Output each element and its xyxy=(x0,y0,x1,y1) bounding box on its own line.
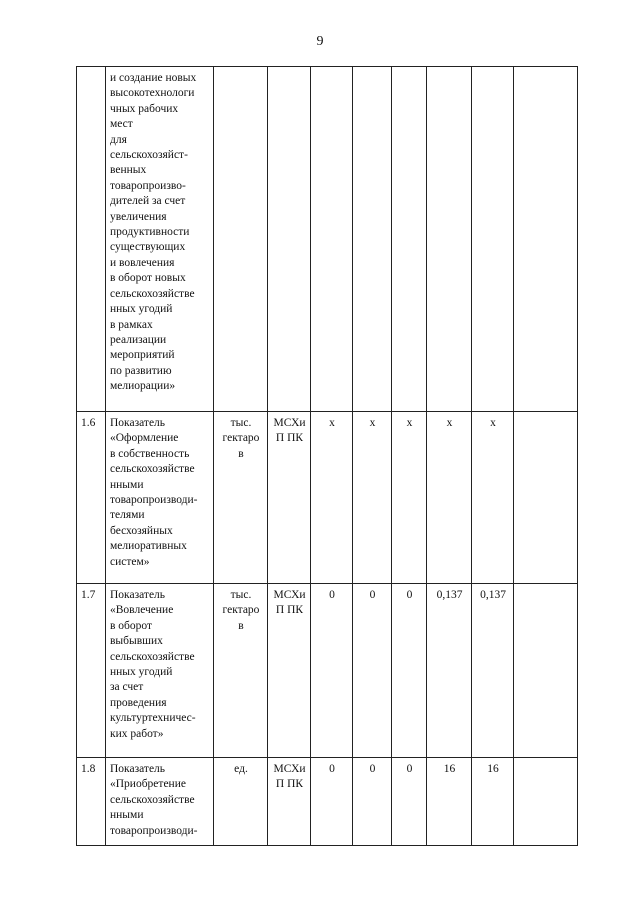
value-cell: 16 xyxy=(427,758,472,846)
row-number: 1.7 xyxy=(77,584,106,758)
value-cell xyxy=(472,67,514,412)
value-cell: x xyxy=(392,412,427,584)
table-row xyxy=(77,412,578,584)
empty-cell xyxy=(514,67,578,412)
unit-cell: ед. xyxy=(214,758,268,846)
value-cell: 0 xyxy=(392,584,427,758)
indicator-name: Показатель «Приобретение сельскохозяйстве нными товаропроизводи- xyxy=(106,758,214,846)
value-cell: 0 xyxy=(392,758,427,846)
row-number xyxy=(77,67,106,412)
unit-cell xyxy=(214,67,268,412)
row-number: 1.8 xyxy=(77,758,106,846)
unit-cell: тыс. гектаро в xyxy=(214,584,268,758)
indicator-name: и создание новых высокотехнологи чных рабочих мест для сельскохозяйст- венных товаропроизво- дителей за счет увеличения продуктивности существующих и вовлечения в оборот новых сельскохозяйстве нных угодий в рамках реализации мероприятий по развитию мелиорации» xyxy=(106,67,214,412)
value-cell: 0 xyxy=(353,758,392,846)
unit-cell: тыс. гектаро в xyxy=(214,412,268,584)
value-cell: 0 xyxy=(311,758,353,846)
value-cell: 16 xyxy=(472,758,514,846)
value-cell xyxy=(353,67,392,412)
value-cell xyxy=(427,67,472,412)
value-cell: 0,137 xyxy=(427,584,472,758)
organization-cell: МСХи П ПК xyxy=(268,758,311,846)
value-cell xyxy=(392,67,427,412)
empty-cell xyxy=(514,412,578,584)
value-cell xyxy=(311,67,353,412)
value-cell: 0 xyxy=(311,584,353,758)
indicator-name: Показатель «Вовлечение в оборот выбывших сельскохозяйстве нных угодий за счет проведения культуртехничес- ких работ» xyxy=(106,584,214,758)
organization-cell xyxy=(268,67,311,412)
empty-cell xyxy=(514,584,578,758)
value-cell: 0,137 xyxy=(472,584,514,758)
table-row xyxy=(77,758,578,846)
table-row xyxy=(77,67,578,412)
row-number: 1.6 xyxy=(77,412,106,584)
value-cell: 0 xyxy=(353,584,392,758)
page-number: 9 xyxy=(316,34,324,49)
indicator-table xyxy=(76,66,578,846)
value-cell: x xyxy=(353,412,392,584)
organization-cell: МСХи П ПК xyxy=(268,584,311,758)
value-cell: x xyxy=(311,412,353,584)
empty-cell xyxy=(514,758,578,846)
organization-cell: МСХи П ПК xyxy=(268,412,311,584)
value-cell: x xyxy=(427,412,472,584)
table-row xyxy=(77,584,578,758)
indicator-name: Показатель «Оформление в собственность сельскохозяйстве нными товаропроизводи- телями бесхозяйных мелиоративных систем» xyxy=(106,412,214,584)
value-cell: x xyxy=(472,412,514,584)
